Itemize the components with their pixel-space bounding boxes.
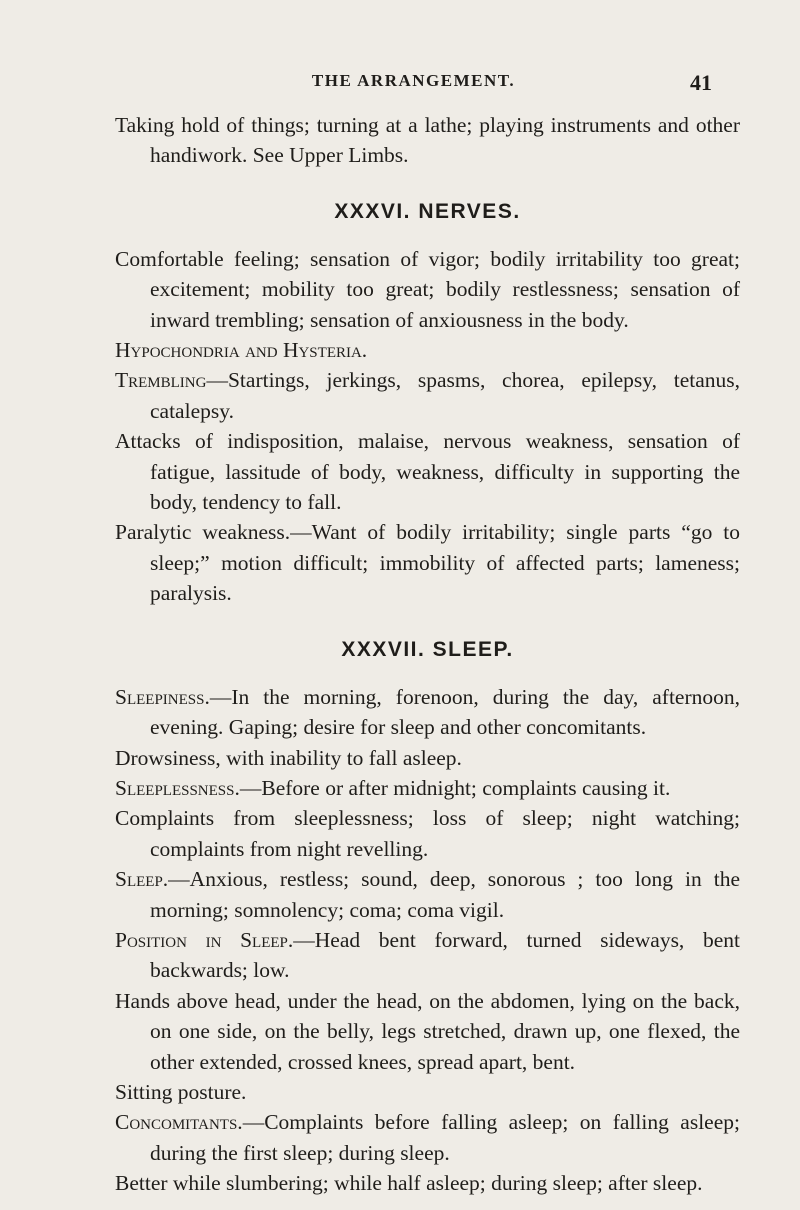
trembling-text: —Startings, jerkings, spasms, chorea, epilepsy, tetanus, catalepsy.	[150, 368, 740, 423]
sleep-paragraph-8: Sitting posture.	[115, 1079, 247, 1104]
sleep-text: —Anxious, restless; sound, deep, sonorous ; too long in the morning; somnolency; coma; coma vigil.	[150, 867, 740, 922]
sleep-paragraph-3	[115, 773, 740, 803]
running-head	[115, 71, 712, 101]
sleeplessness-text: —Before or after midnight; complaints causing it.	[239, 775, 671, 800]
nerves-paragraph-5: Paralytic weakness.—Want of bodily irritability; single parts “go to sleep;” motion difficult; immobility of affected parts; lameness; paralysis.	[115, 520, 740, 606]
sleepiness-text: —In the morning, forenoon, during the day, afternoon, evening. Gaping; desire for sleep and other concomitants.	[150, 684, 740, 740]
running-head-title: THE ARRANGEMENT.	[311, 71, 516, 90]
term-concomitants: Concomitants.	[115, 1110, 243, 1135]
term-sleeplessness: Sleeplessness.	[115, 775, 240, 800]
concomitants-text: —Complaints before falling asleep; on falling asleep; during the first sleep; during sleep.	[150, 1110, 740, 1165]
sleep-paragraph-2: Drowsiness, with inability to fall asleep.	[115, 745, 462, 770]
nerves-paragraph-3	[115, 365, 740, 426]
sleep-paragraph-5	[115, 864, 740, 925]
sleep-paragraph-6	[115, 925, 740, 986]
term-position-in-sleep: Position in Sleep.	[115, 927, 294, 952]
sleep-paragraph-7: Hands above head, under the head, on the abdomen, lying on the back, on one side, on the belly, legs stretched, drawn up, one flexed, the other extended, crossed knees, spread apart, bent.	[115, 988, 740, 1074]
nerves-paragraph-2	[115, 335, 740, 365]
section-heading-sleep: XXXVII. SLEEP.	[341, 637, 514, 661]
term-sleep: Sleep.	[115, 867, 169, 892]
sleep-paragraph-1	[115, 682, 740, 743]
section-heading-nerves: XXXVI. NERVES.	[334, 199, 521, 223]
body-text	[115, 110, 740, 1199]
nerves-paragraph-1: Comfortable feeling; sensation of vigor; bodily irritability too great; excitement; mobility too great; bodily restlessness; sensation of inward trembling; sensation of anxiousness in the body.	[115, 246, 740, 332]
sleep-paragraph-10: Better while slumbering; while half asleep; during sleep; after sleep.	[115, 1171, 703, 1196]
sleep-paragraph-4: Complaints from sleeplessness; loss of sleep; night watching; complaints from night revelling.	[115, 806, 740, 861]
position-text: —Head bent forward, turned sideways, bent backwards; low.	[150, 927, 740, 983]
sleep-paragraph-9	[115, 1107, 740, 1168]
term-sleepiness: Sleepiness.	[115, 684, 210, 709]
nerves-paragraph-4: Attacks of indisposition, malaise, nervous weakness, sensation of fatigue, lassitude of body, weakness, difficulty in supporting the body, tendency to fall.	[115, 429, 740, 515]
intro-paragraph: Taking hold of things; turning at a lathe; playing instruments and other handiwork. See Upper Limbs.	[115, 113, 740, 168]
term-trembling: Trembling	[115, 368, 207, 393]
page-number: 41	[690, 70, 712, 95]
term-hypochondria-hysteria: Hypochondria and Hysteria.	[115, 338, 368, 363]
